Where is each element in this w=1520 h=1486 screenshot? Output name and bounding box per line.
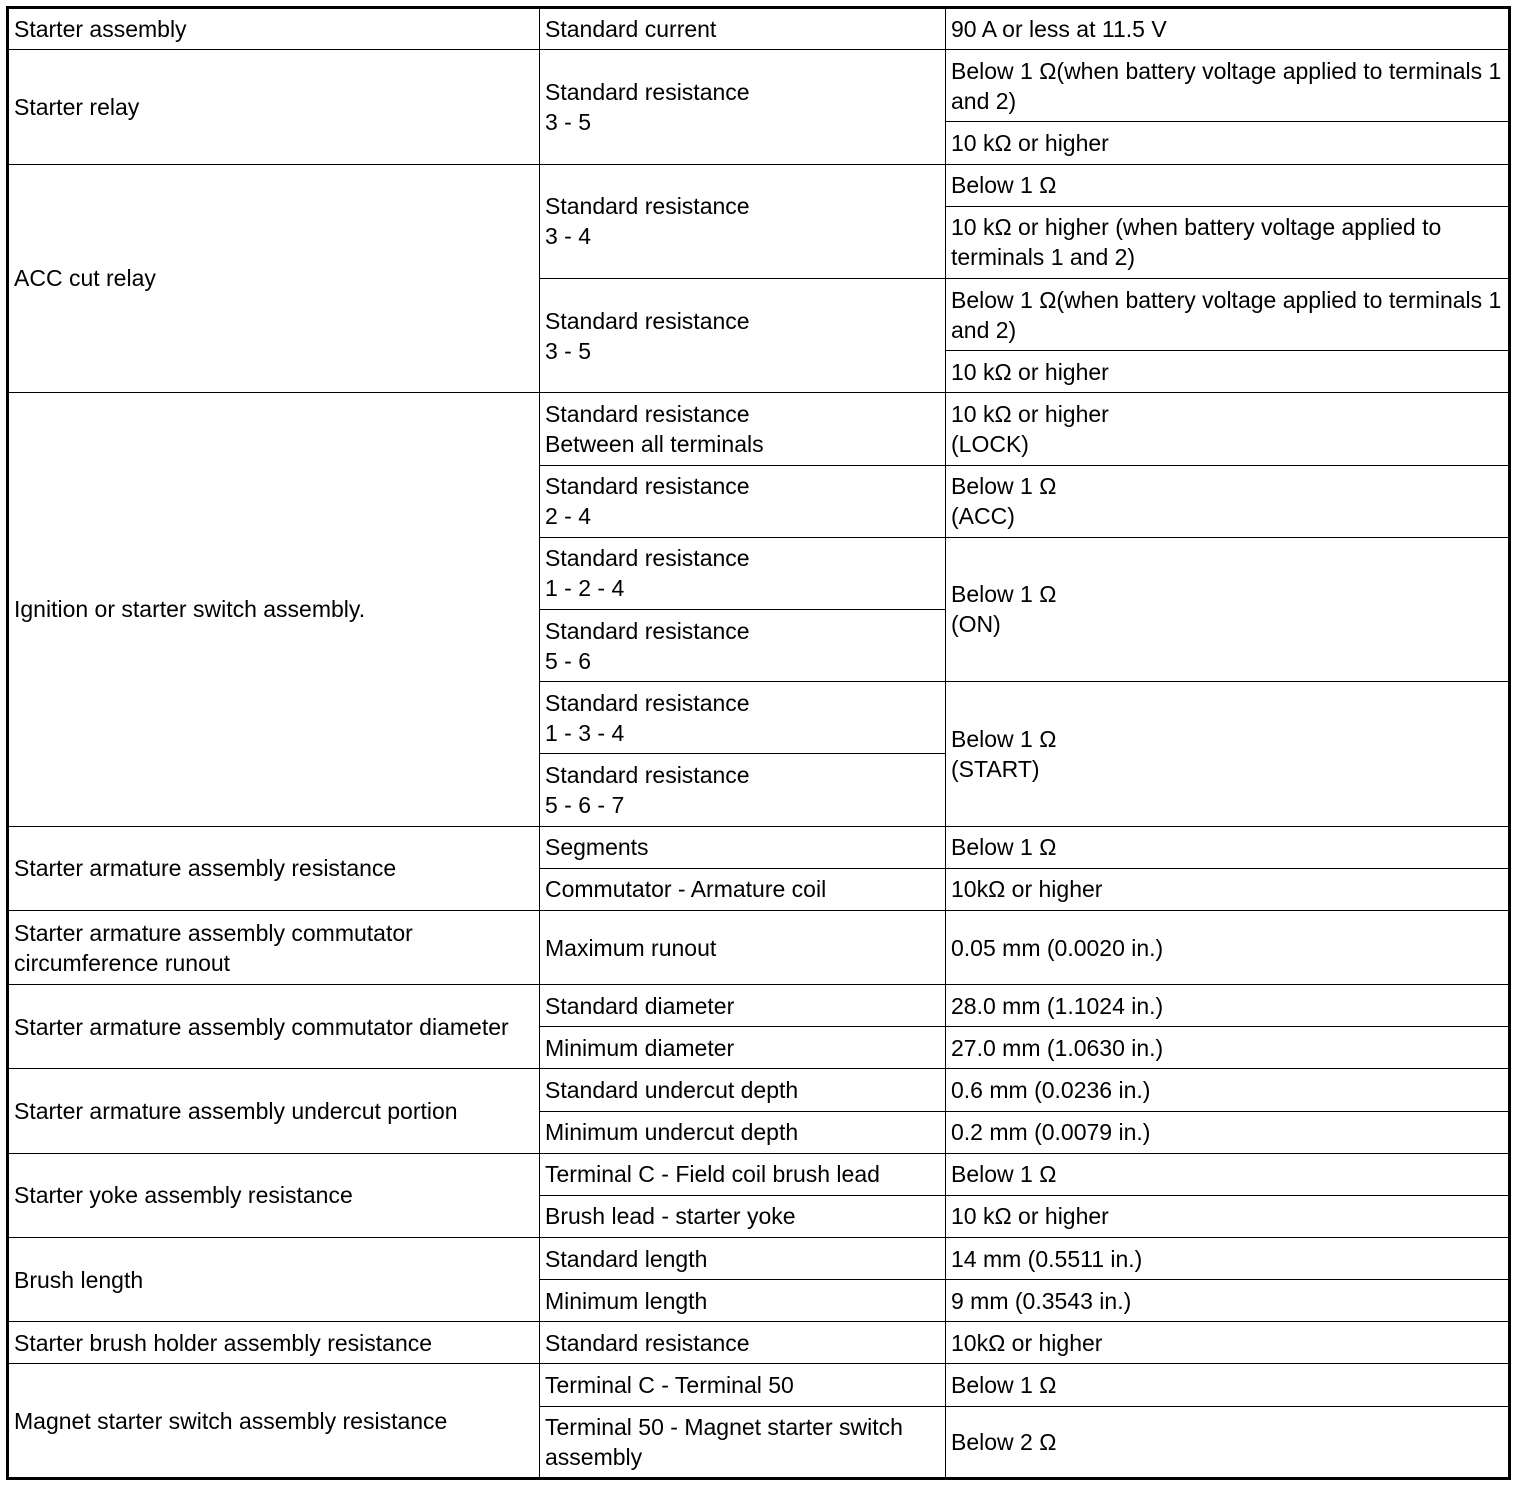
table-row	[8, 50, 1510, 122]
spec-cell: 90 A or less at 11.5 V	[946, 8, 1510, 50]
item-cell: Starter armature assembly commutator circumference runout	[8, 910, 540, 984]
table-row	[8, 8, 1510, 50]
item-cell: Starter yoke assembly resistance	[8, 1153, 540, 1237]
spec-cell: Below 1 Ω (ON)	[946, 537, 1510, 681]
spec-cell: 14 mm (0.5511 in.)	[946, 1238, 1510, 1280]
spec-cell: Below 2 Ω	[946, 1406, 1510, 1478]
condition-cell: Standard length	[540, 1238, 946, 1280]
table-row	[8, 1238, 1510, 1280]
condition-cell: Standard resistance 3 - 4	[540, 164, 946, 278]
item-cell: ACC cut relay	[8, 164, 540, 393]
spec-cell: Below 1 Ω	[946, 1364, 1510, 1406]
table-row	[8, 1153, 1510, 1195]
item-cell: Starter relay	[8, 50, 540, 164]
item-cell: Starter brush holder assembly resistance	[8, 1322, 540, 1364]
condition-cell: Standard undercut depth	[540, 1069, 946, 1111]
condition-cell: Standard resistance Between all terminals	[540, 393, 946, 465]
condition-cell: Brush lead - starter yoke	[540, 1195, 946, 1237]
item-cell: Starter armature assembly resistance	[8, 826, 540, 910]
condition-cell: Segments	[540, 826, 946, 868]
spec-cell: 10 kΩ or higher (when battery voltage applied to terminals 1 and 2)	[946, 206, 1510, 278]
spec-cell: 10kΩ or higher	[946, 868, 1510, 910]
condition-cell: Standard resistance 5 - 6 - 7	[540, 754, 946, 826]
item-cell: Starter armature assembly undercut portion	[8, 1069, 540, 1153]
condition-cell: Minimum diameter	[540, 1027, 946, 1069]
condition-cell: Terminal 50 - Magnet starter switch assembly	[540, 1406, 946, 1478]
spec-cell: Below 1 Ω (ACC)	[946, 465, 1510, 537]
spec-cell: Below 1 Ω	[946, 826, 1510, 868]
condition-cell: Maximum runout	[540, 910, 946, 984]
table-row	[8, 1322, 1510, 1364]
table-row	[8, 910, 1510, 984]
condition-cell: Standard resistance 3 - 5	[540, 278, 946, 392]
spec-cell: 9 mm (0.3543 in.)	[946, 1280, 1510, 1322]
condition-cell: Minimum undercut depth	[540, 1111, 946, 1153]
item-cell: Brush length	[8, 1238, 540, 1322]
condition-cell: Terminal C - Field coil brush lead	[540, 1153, 946, 1195]
table-row	[8, 985, 1510, 1027]
item-cell: Starter assembly	[8, 8, 540, 50]
spec-cell: 27.0 mm (1.0630 in.)	[946, 1027, 1510, 1069]
spec-cell: Below 1 Ω(when battery voltage applied to terminals 1 and 2)	[946, 278, 1510, 350]
spec-cell: 10 kΩ or higher	[946, 351, 1510, 393]
condition-cell: Standard diameter	[540, 985, 946, 1027]
spec-cell: 10 kΩ or higher	[946, 1195, 1510, 1237]
table-row	[8, 826, 1510, 868]
condition-cell: Standard resistance	[540, 1322, 946, 1364]
table-row	[8, 1364, 1510, 1406]
spec-cell: Below 1 Ω	[946, 164, 1510, 206]
table-row	[8, 164, 1510, 206]
condition-cell: Standard resistance 5 - 6	[540, 609, 946, 681]
item-cell: Starter armature assembly commutator diameter	[8, 985, 540, 1069]
condition-cell: Standard resistance 3 - 5	[540, 50, 946, 164]
spec-cell: Below 1 Ω	[946, 1153, 1510, 1195]
condition-cell: Minimum length	[540, 1280, 946, 1322]
spec-cell: 0.05 mm (0.0020 in.)	[946, 910, 1510, 984]
spec-cell: Below 1 Ω(when battery voltage applied to terminals 1 and 2)	[946, 50, 1510, 122]
spec-cell: 10 kΩ or higher (LOCK)	[946, 393, 1510, 465]
condition-cell: Commutator - Armature coil	[540, 868, 946, 910]
item-cell: Ignition or starter switch assembly.	[8, 393, 540, 826]
condition-cell: Standard resistance 1 - 2 - 4	[540, 537, 946, 609]
condition-cell: Terminal C - Terminal 50	[540, 1364, 946, 1406]
spec-cell: 28.0 mm (1.1024 in.)	[946, 985, 1510, 1027]
table-row	[8, 1069, 1510, 1111]
table-row	[8, 393, 1510, 465]
spec-cell: Below 1 Ω (START)	[946, 682, 1510, 826]
item-cell: Magnet starter switch assembly resistance	[8, 1364, 540, 1479]
spec-cell: 10kΩ or higher	[946, 1322, 1510, 1364]
spec-cell: 0.2 mm (0.0079 in.)	[946, 1111, 1510, 1153]
specification-table	[6, 6, 1511, 1480]
spec-cell: 0.6 mm (0.0236 in.)	[946, 1069, 1510, 1111]
condition-cell: Standard resistance 2 - 4	[540, 465, 946, 537]
spec-cell: 10 kΩ or higher	[946, 122, 1510, 164]
condition-cell: Standard current	[540, 8, 946, 50]
condition-cell: Standard resistance 1 - 3 - 4	[540, 682, 946, 754]
